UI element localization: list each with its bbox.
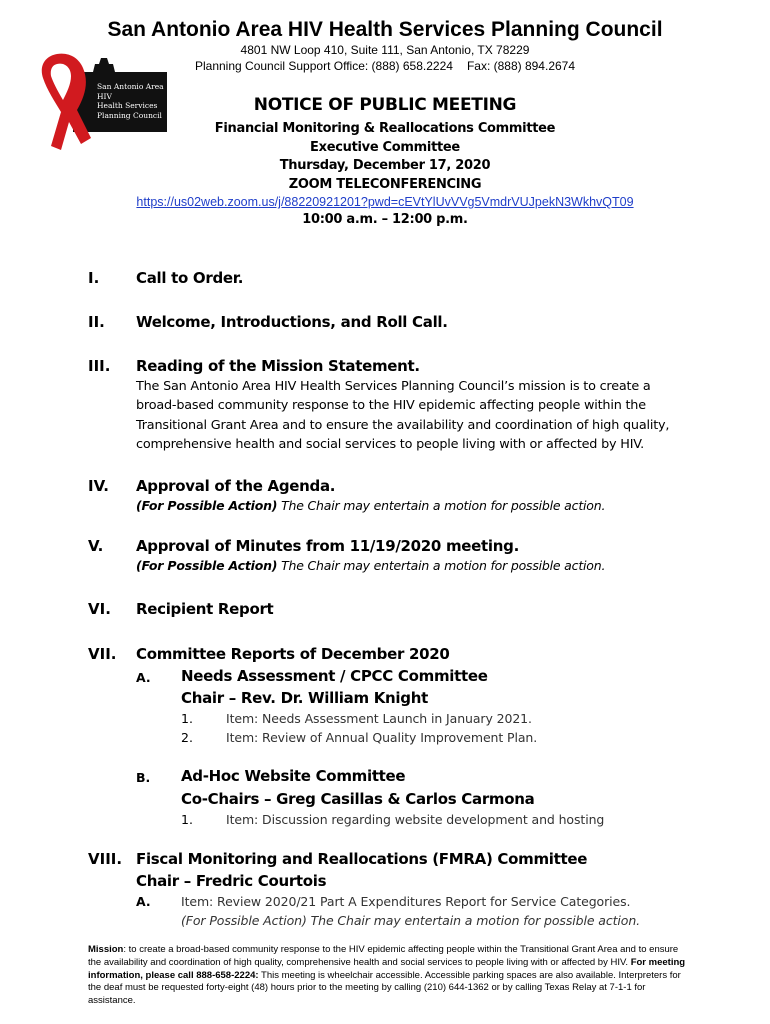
fmra-chair: Chair – Fredric Courtois (136, 872, 327, 890)
agenda-item: Item: Review of Annual Quality Improvement Plan. (226, 730, 538, 745)
sub-letter-a: A. (136, 670, 151, 685)
agenda-num-i: I. (88, 269, 100, 287)
action-note: The Chair may entertain a motion for possible action. (277, 558, 606, 573)
agenda-title-vii: Committee Reports of December 2020 (136, 645, 450, 663)
agenda-note-iv (136, 498, 605, 513)
agenda-num-vii: VII. (88, 645, 117, 663)
committee-name-2: Executive Committee (310, 140, 460, 155)
action-note: (For Possible Action) The Chair may entertain a motion for possible action. (181, 913, 641, 928)
logo-line-3: Planning Council (97, 110, 162, 120)
website-committee-chairs: Co-Chairs – Greg Casillas & Carlos Carmona (181, 790, 535, 808)
agenda-num-v: V. (88, 537, 104, 555)
support-phone: Planning Council Support Office: (888) 658.2224 (194, 59, 453, 73)
fax-number: Fax: (888) 894.2674 (466, 59, 576, 73)
zoom-link[interactable]: https://us02web.zoom.us/j/88220921201?pwd=cEVtYlUvVVg5VmdrVUJpekN3WkhvQT09 (136, 195, 634, 209)
agenda-title-iv: Approval of the Agenda. (136, 477, 336, 495)
committee-name-1: Financial Monitoring & Reallocations Committee (214, 121, 556, 136)
mission-text: : to create a broad-based community response to the HIV epidemic affecting people within the Transitional Grant Area and to ensure the availability and coordination of high quality, comprehensive health and social services to people living with or affected by HIV. (88, 944, 679, 968)
council-address: 4801 NW Loop 410, Suite 111, San Antonio, TX 78229 (240, 43, 530, 57)
website-committee: Ad-Hoc Website Committee (181, 767, 406, 785)
needs-assessment-committee: Needs Assessment / CPCC Committee (181, 667, 488, 685)
agenda-title-viii: Fiscal Monitoring and Reallocations (FMRA) Committee (136, 850, 588, 868)
meeting-mode: ZOOM TELECONFERENCING (288, 177, 482, 192)
agenda-num-ii: II. (88, 313, 105, 331)
item-num: 2. (181, 730, 193, 745)
needs-assessment-chair: Chair – Rev. Dr. William Knight (181, 689, 428, 707)
sub-letter-a: A. (136, 894, 151, 909)
action-label: (For Possible Action) (136, 498, 278, 513)
agenda-item: Item: Review 2020/21 Part A Expenditures Report for Service Categories. (181, 894, 631, 909)
agenda-title-ii: Welcome, Introductions, and Roll Call. (136, 313, 448, 331)
agenda-item: Item: Needs Assessment Launch in January 2021. (226, 711, 532, 726)
meeting-time: 10:00 a.m. – 12:00 p.m. (302, 212, 468, 227)
agenda-num-iv: IV. (88, 477, 109, 495)
agenda-num-vi: VI. (88, 600, 111, 618)
agenda-num-iii: III. (88, 357, 111, 375)
item-num: 1. (181, 812, 193, 827)
meeting-info-label: For meeting information, please call 888-658-2224: (88, 956, 686, 981)
logo-line-2: Health Services (97, 101, 158, 110)
mission-statement: The San Antonio Area HIV Health Services Planning Council’s mission is to create a broad-based community response to the HIV epidemic affecting people within the Transitional Grant Area and to ensure the availability and coordination of high quality, comprehensive health and social services to people living with or affected by HIV. (136, 379, 670, 452)
action-label: (For Possible Action) (136, 558, 278, 573)
agenda-title-v: Approval of Minutes from 11/19/2020 meeting. (136, 537, 519, 555)
agenda-num-viii: VIII. (88, 850, 123, 868)
accessibility-text: This meeting is wheelchair accessible. Accessible parking spaces are also available. Interpreters for the deaf must be requested forty-eight (48) hours prior to the meeting by calling (210) 644-1362 or by calling Texas Relay at 7-1-1 for assistance. (88, 969, 681, 1007)
agenda-title-i: Call to Order. (136, 269, 244, 287)
item-num: 1. (181, 711, 193, 726)
action-note: The Chair may entertain a motion for possible action. (277, 498, 606, 513)
mission-label: Mission (88, 944, 124, 955)
agenda-title-iii: Reading of the Mission Statement. (136, 357, 420, 375)
agenda-item: Item: Discussion regarding website development and hosting (226, 812, 605, 827)
agenda-note-v (136, 558, 605, 573)
footer-notice (88, 944, 688, 1008)
logo-line-1: San Antonio Area HIV (97, 82, 164, 101)
agenda-title-vi: Recipient Report (136, 600, 274, 618)
notice-title: NOTICE OF PUBLIC MEETING (253, 95, 517, 115)
sub-letter-b: B. (136, 770, 151, 785)
council-title: San Antonio Area HIV Health Services Planning Council (107, 18, 663, 41)
meeting-date: Thursday, December 17, 2020 (279, 158, 491, 173)
